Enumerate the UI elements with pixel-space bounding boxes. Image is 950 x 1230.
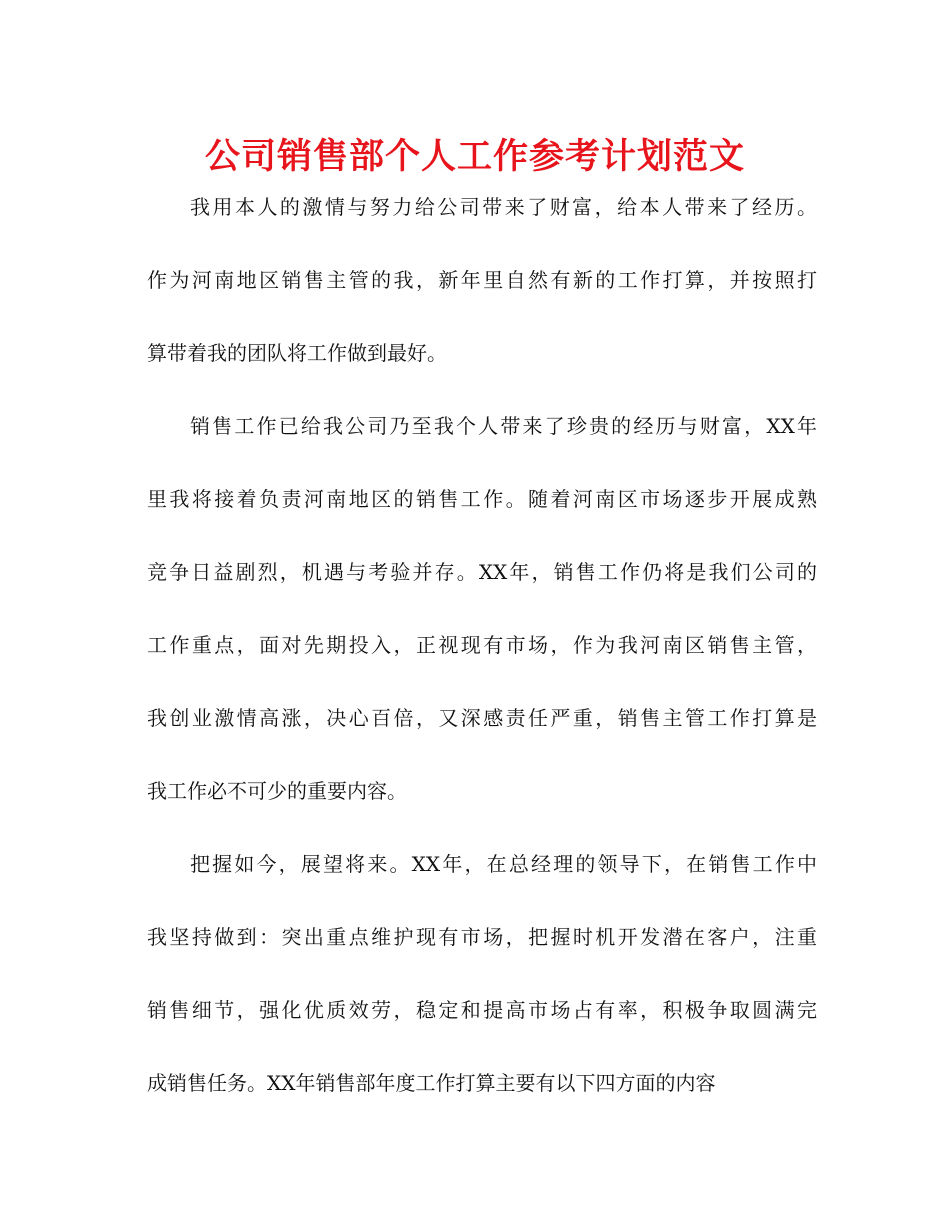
paragraph-2-line-6: 我工作必不可少的重要内容。 <box>147 779 407 803</box>
document-title: 公司销售部个人工作参考计划范文 <box>204 137 745 177</box>
paragraph-3-line-4: 成销售任务。XX年销售部年度工作打算主要有以下四方面的内容 <box>147 1071 716 1095</box>
paragraph-1-line-3: 算带着我的团队将工作做到最好。 <box>147 341 447 365</box>
paragraph-2-line-1: 销售工作已给我公司乃至我个人带来了珍贵的经历与财富，XX年 <box>190 414 817 438</box>
paragraph-2-line-3: 竞争日益剧烈，机遇与考验并存。XX年，销售工作仍将是我们公司的 <box>147 560 817 584</box>
paragraph-3-line-2: 我坚持做到：突出重点维护现有市场，把握时机开发潜在客户，注重 <box>147 925 817 949</box>
paragraph-1-line-2: 作为河南地区销售主管的我，新年里自然有新的工作打算，并按照打 <box>147 268 817 292</box>
paragraph-2-line-4: 工作重点，面对先期投入，正视现有市场，作为我河南区销售主管， <box>147 633 817 657</box>
paragraph-3-line-1: 把握如今，展望将来。XX年，在总经理的领导下，在销售工作中 <box>190 852 817 876</box>
paragraph-2-line-5: 我创业激情高涨，决心百倍，又深感责任严重，销售主管工作打算是 <box>147 706 817 730</box>
paragraph-3-line-3: 销售细节，强化优质效劳，稳定和提高市场占有率，积极争取圆满完 <box>147 998 817 1022</box>
paragraph-2-line-2: 里我将接着负责河南地区的销售工作。随着河南区市场逐步开展成熟 <box>147 487 817 511</box>
paragraph-1-line-1: 我用本人的激情与努力给公司带来了财富，给本人带来了经历。 <box>190 195 817 219</box>
